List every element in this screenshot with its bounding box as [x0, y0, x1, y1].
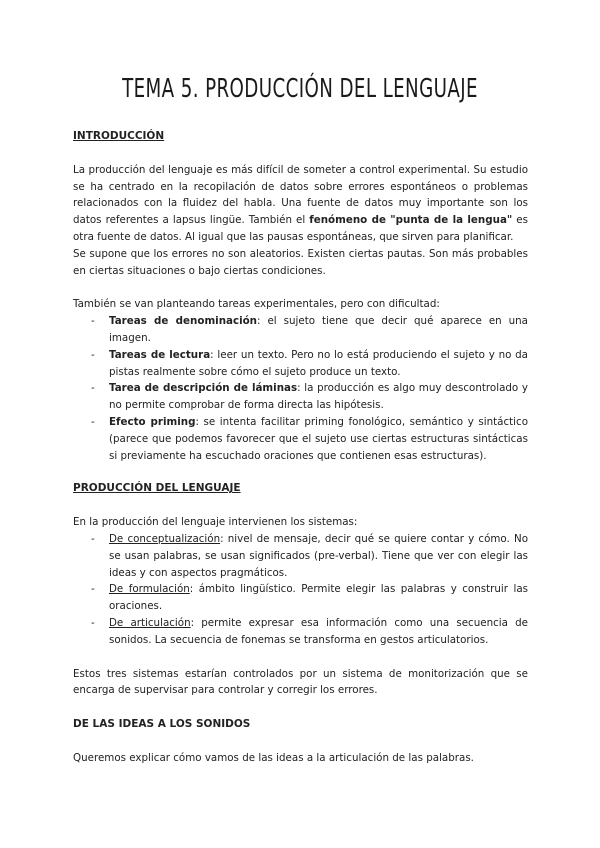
- section-heading-ideas: DE LAS IDEAS A LOS SONIDOS: [73, 718, 251, 731]
- list-item: - Efecto priming: se intenta facilitar priming fonológico, semántico y sintáctico (parece que podemos favorecer que el sujeto use ciertas estructuras sintácticas si previamente ha escuchado oraciones que contienen esas estructuras).: [91, 415, 529, 462]
- paragraph-ideas-1: Queremos explicar cómo vamos de las ideas a la articulación de las palabras.: [73, 751, 474, 764]
- document-body: [73, 128, 528, 767]
- page-title: TEMA 5. PRODUCCIÓN DEL LENGUAJE: [122, 74, 478, 104]
- list-item: - De formulación: ámbito lingüístico. Permite elegir las palabras y construir las oraciones.: [91, 583, 528, 613]
- paragraph-intro-3: También se van planteando tareas experimentales, pero con dificultad:: [73, 298, 440, 311]
- section-heading-introduccion: INTRODUCCIÓN: [73, 130, 165, 142]
- list-item: - De articulación: permite expresar esa información como una secuencia de sonidos. La secuencia de fonemas se transforma en gestos articulatorios.: [91, 616, 528, 646]
- paragraph-intro-1: La producción del lenguaje es más difícil de someter a control experimental. Su estudio se ha centrado en la recopilación de datos sobre errores espontáneos o problemas relacionados con la fluidez del habla. Una fuente de datos muy importante son los datos referentes a lapsus lingüe. También el fenómeno de "punta de la lengua" es otra fuente de datos. Al igual que las pausas espontáneas, que sirven para planificar.: [73, 163, 528, 243]
- paragraph-produccion-closing: Estos tres sistemas estarían controlados por un sistema de monitorización que se encarga de supervisar para controlar y corregir los errores.: [73, 667, 528, 697]
- list-item: - De conceptualización: nivel de mensaje, decir qué se quiere contar y cómo. No se usan palabras, se usan significados (pre-verbal). Tiene que ver con elegir las ideas y con aspectos pragmáticos.: [91, 532, 528, 579]
- paragraph-intro-2: Se supone que los errores no son aleatorios. Existen ciertas pautas. Son más probables en ciertas situaciones o bajo ciertas condiciones.: [73, 247, 528, 277]
- list-item: - Tareas de denominación: el sujeto tiene que decir qué aparece en una imagen.: [91, 315, 528, 344]
- list-item: - Tarea de descripción de láminas: la producción es algo muy descontrolado y no permite comprobar de forma directa las hipótesis.: [91, 382, 528, 412]
- list-item: - Tareas de lectura: leer un texto. Pero no lo está produciendo el sujeto y no da pistas realmente sobre cómo el sujeto produce un texto.: [91, 348, 528, 378]
- paragraph-produccion-intro: En la producción del lenguaje intervienen los sistemas:: [73, 516, 358, 529]
- systems-list: [73, 531, 528, 649]
- bold-term: fenómeno de "punta de la lengua": [309, 214, 513, 227]
- section-heading-produccion: PRODUCCIÓN DEL LENGUAJE: [73, 482, 241, 495]
- task-list: [73, 313, 528, 464]
